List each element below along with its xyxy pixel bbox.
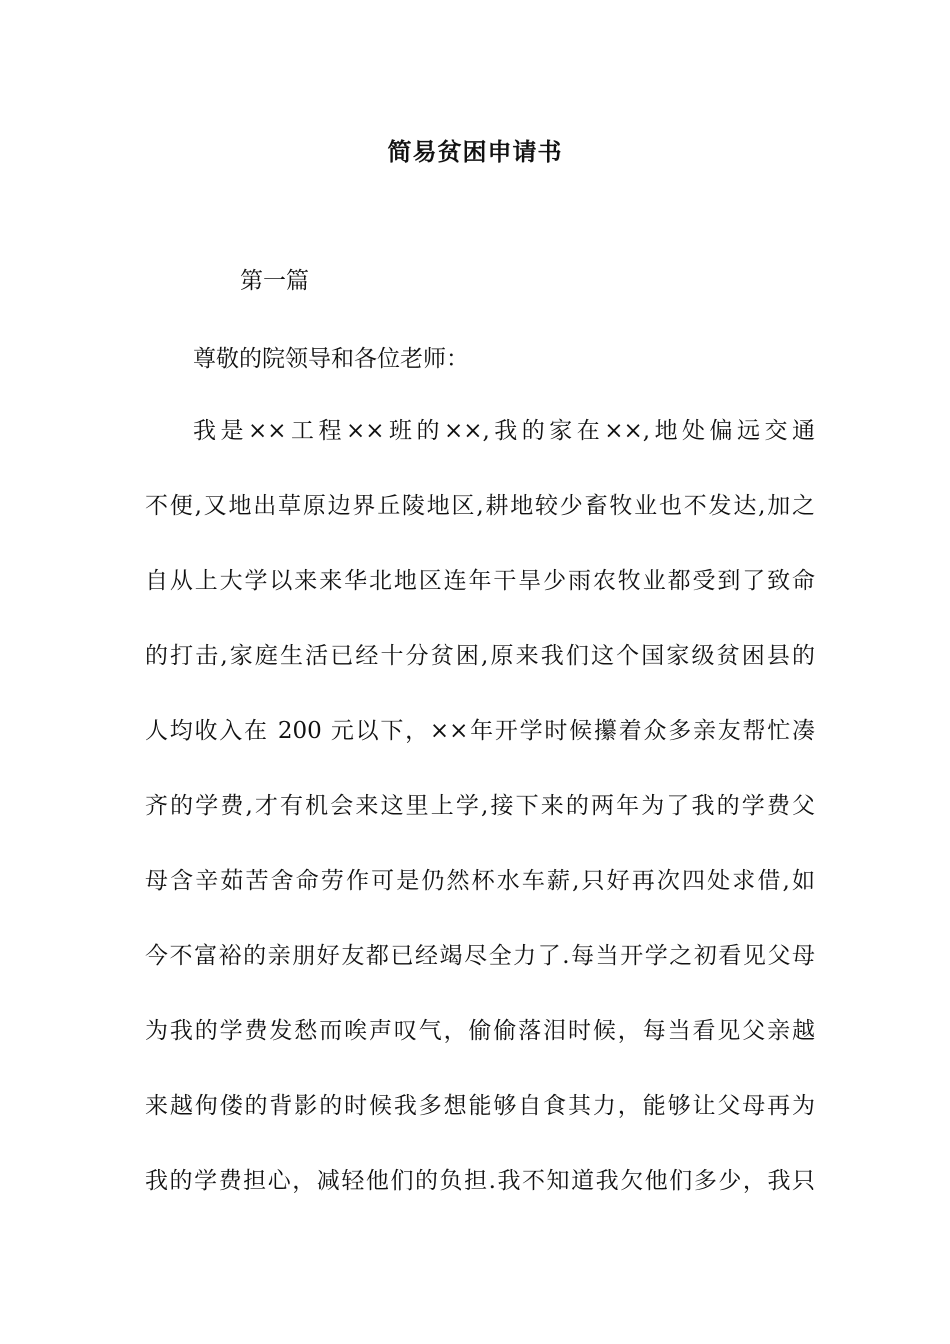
body-line: 齐的学费,才有机会来这里上学,接下来的两年为了我的学费父 [145,793,815,819]
document-title: 简易贫困申请书 [387,137,563,166]
body-line: 母含辛茹苦舍命劳作可是仍然杯水车薪,只好再次四处求借,如 [145,868,815,894]
body-line: 我是××工程××班的××,我的家在××,地处偏远交通 [193,418,815,444]
body-line: 不便,又地出草原边界丘陵地区,耕地较少畜牧业也不发达,加之 [145,493,815,519]
body-line: 为我的学费发愁而唉声叹气，偷偷落泪时候，每当看见父亲越 [145,1018,815,1044]
section-label: 第一篇 [240,268,309,294]
body-line: 来越佝偻的背影的时候我多想能够自食其力，能够让父母再为 [145,1093,815,1119]
salutation: 尊敬的院领导和各位老师： [193,346,469,372]
body-line: 的打击,家庭生活已经十分贫困,原来我们这个国家级贫困县的 [145,643,815,669]
body-line: 自从上大学以来来华北地区连年干旱少雨农牧业都受到了致命 [145,568,815,594]
body-line: 今不富裕的亲朋好友都已经竭尽全力了.每当开学之初看见父母 [145,943,815,969]
body-line: 人均收入在 200 元以下，××年开学时候攥着众多亲友帮忙凑 [145,718,815,744]
body-line: 我的学费担心，减轻他们的负担.我不知道我欠他们多少，我只 [145,1168,815,1194]
